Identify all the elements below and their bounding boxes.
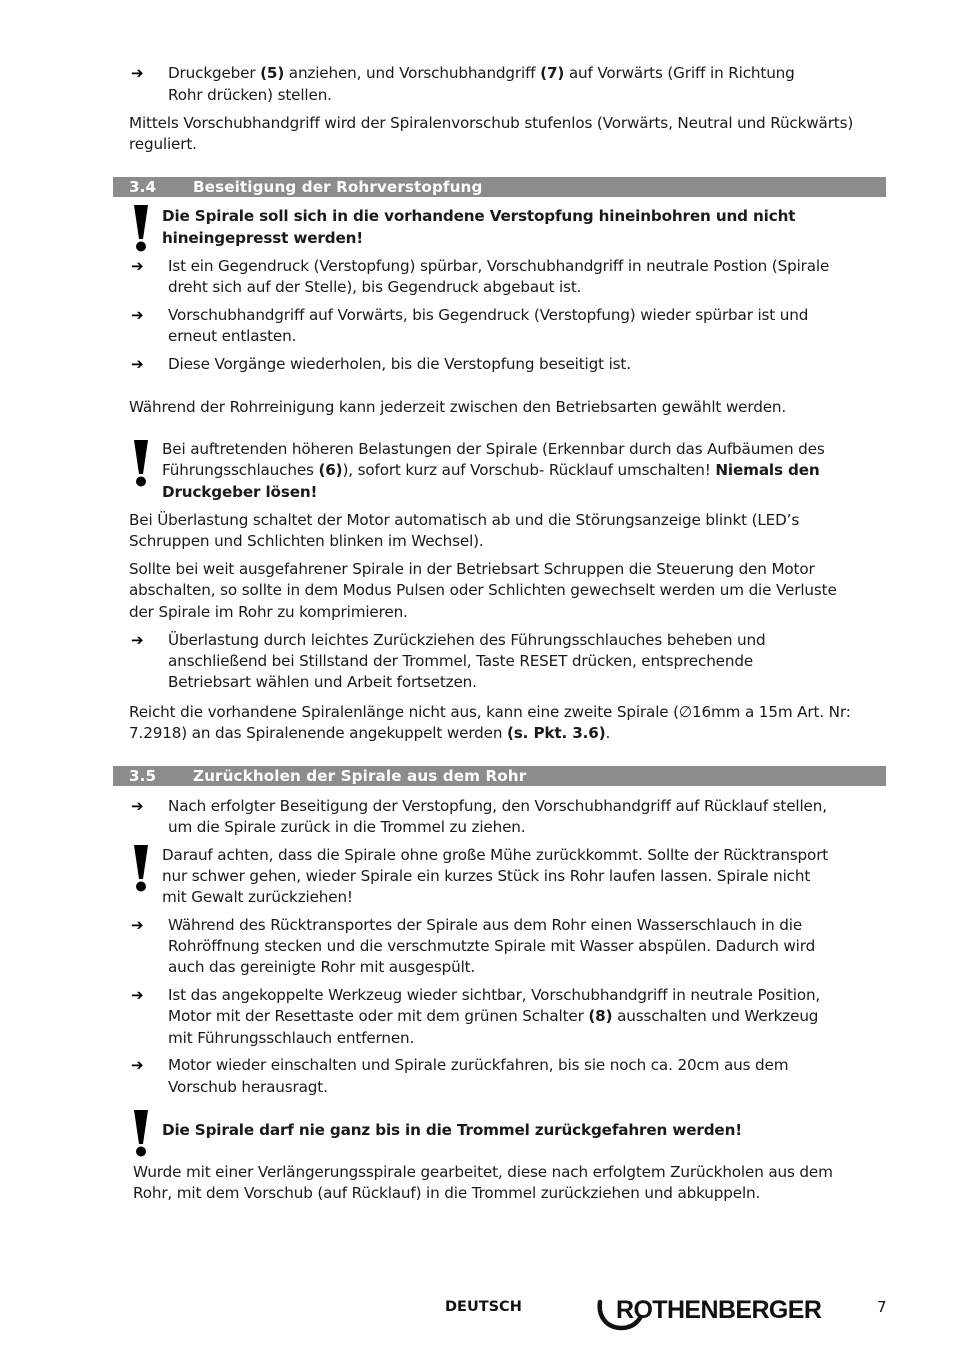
paragraph: Schruppen und Schlichten blinken im Wechsel). (129, 532, 484, 550)
warning-line1: Die Spirale soll sich in die vorhandene Verstopfung hineinbohren und nicht (162, 207, 796, 225)
intro-step-line1: Druckgeber (5) anziehen, und Vorschubhandgriff (7) auf Vorwärts (Griff in Richtung (168, 64, 795, 82)
warning-line1: Bei auftretenden höheren Belastungen der Spirale (Erkennbar durch das Aufbäumen des (162, 440, 825, 458)
step-line: Vorschubhandgriff auf Vorwärts, bis Gegendruck (Verstopfung) wieder spürbar ist und (168, 306, 809, 324)
arrow-right-icon: ➔ (131, 986, 144, 1004)
exclamation-warning-icon (130, 203, 152, 253)
arrow-right-icon: ➔ (131, 355, 144, 373)
paragraph: Sollte bei weit ausgefahrener Spirale in der Betriebsart Schruppen die Steuerung den Motor (129, 560, 815, 578)
arrow-right-icon: ➔ (131, 631, 144, 649)
intro-paragraph-line1: Mittels Vorschubhandgriff wird der Spiralenvorschub stufenlos (Vorwärts, Neutral und Rückwärts) (129, 114, 854, 132)
warning-line3: Druckgeber lösen! (162, 483, 318, 501)
step-line: Vorschub herausragt. (168, 1078, 328, 1096)
warning-line2: nur schwer gehen, wieder Spirale ein kurzes Stück ins Rohr laufen lassen. Spirale nicht (162, 867, 811, 885)
step-line: Überlastung durch leichtes Zurückziehen des Führungsschlauches beheben und (168, 631, 766, 649)
step-line: dreht sich auf der Stelle), bis Gegendruck abgebaut ist. (168, 278, 582, 296)
paragraph: Bei Überlastung schaltet der Motor automatisch ab und die Störungsanzeige blinkt (LED’s (129, 511, 800, 529)
step-line: Betriebsart wählen und Arbeit fortsetzen. (168, 673, 477, 691)
exclamation-warning-icon (130, 843, 152, 893)
rothenberger-logo (596, 1294, 836, 1334)
intro-step-line2: Rohr drücken) stellen. (168, 86, 332, 104)
section-title: Zurückholen der Spirale aus dem Rohr (193, 767, 527, 785)
step-line: Motor mit der Resettaste oder mit dem grünen Schalter (8) ausschalten und Werkzeug (168, 1007, 819, 1025)
step-line: um die Spirale zurück in die Trommel zu ziehen. (168, 818, 526, 836)
arrow-right-icon: ➔ (131, 797, 144, 815)
warning-line2: hineingepresst werden! (162, 229, 364, 247)
paragraph: Reicht die vorhandene Spiralenlänge nicht aus, kann eine zweite Spirale (∅16mm a 15m Art. Nr: (129, 703, 851, 721)
warning-line2: Führungsschlauches (6)), sofort kurz auf Vorschub- Rücklauf umschalten! Niemals den (162, 461, 820, 479)
step-line: mit Führungsschlauch entfernen. (168, 1029, 415, 1047)
step-line: Motor wieder einschalten und Spirale zurückfahren, bis sie noch ca. 20cm aus dem (168, 1056, 789, 1074)
paragraph: Wurde mit einer Verlängerungsspirale gearbeitet, diese nach erfolgtem Zurückholen aus dem (133, 1163, 833, 1181)
brand-name: ROTHENBERGER (616, 1296, 822, 1324)
paragraph: Rohr, mit dem Vorschub (auf Rücklauf) in die Trommel zurückziehen und abkuppeln. (133, 1184, 761, 1202)
paragraph: der Spirale im Rohr zu komprimieren. (129, 603, 408, 621)
arrow-right-icon: ➔ (131, 1056, 144, 1074)
exclamation-warning-icon (130, 438, 152, 488)
section-header-3-4 (113, 177, 886, 197)
paragraph: abschalten, so sollte in dem Modus Pulsen oder Schlichten gewechselt werden um die Verluste (129, 581, 837, 599)
section-title: Beseitigung der Rohrverstopfung (193, 178, 483, 196)
step-line: auch das gereinigte Rohr mit ausgespült. (168, 958, 476, 976)
arrow-right-icon: ➔ (131, 257, 144, 275)
arrow-right-icon: ➔ (131, 916, 144, 934)
arrow-right-icon: ➔ (131, 306, 144, 324)
step-line: Während des Rücktransportes der Spirale aus dem Rohr einen Wasserschlauch in die (168, 916, 803, 934)
step-line: erneut entlasten. (168, 327, 297, 345)
paragraph: Während der Rohrreinigung kann jederzeit zwischen den Betriebsarten gewählt werden. (129, 398, 787, 416)
section-header-3-5 (113, 766, 886, 786)
section-number: 3.4 (129, 178, 157, 196)
step-line: anschließend bei Stillstand der Trommel, Taste RESET drücken, entsprechende (168, 652, 754, 670)
warning-line3: mit Gewalt zurückziehen! (162, 888, 353, 906)
step-line: Rohröffnung stecken und die verschmutzte Spirale mit Wasser abspülen. Dadurch wird (168, 937, 816, 955)
page-number: 7 (877, 1298, 887, 1316)
step-line: Ist das angekoppelte Werkzeug wieder sichtbar, Vorschubhandgriff in neutrale Position, (168, 986, 821, 1004)
exclamation-warning-icon (130, 1108, 152, 1158)
warning-line1: Darauf achten, dass die Spirale ohne große Mühe zurückkommt. Sollte der Rücktransport (162, 846, 829, 864)
paragraph: 7.2918) an das Spiralenende angekuppelt werden (s. Pkt. 3.6). (129, 724, 611, 742)
step-line: Ist ein Gegendruck (Verstopfung) spürbar, Vorschubhandgriff in neutrale Postion (Spirale (168, 257, 830, 275)
step-line: Diese Vorgänge wiederholen, bis die Verstopfung beseitigt ist. (168, 355, 631, 373)
step-line: Nach erfolgter Beseitigung der Verstopfung, den Vorschubhandgriff auf Rücklauf stellen, (168, 797, 827, 815)
intro-paragraph-line2: reguliert. (129, 135, 197, 153)
section-number: 3.5 (129, 767, 157, 785)
warning-line1: Die Spirale darf nie ganz bis in die Trommel zurückgefahren werden! (162, 1121, 743, 1139)
arrow-right-icon: ➔ (131, 64, 144, 82)
footer-language: DEUTSCH (445, 1299, 522, 1315)
